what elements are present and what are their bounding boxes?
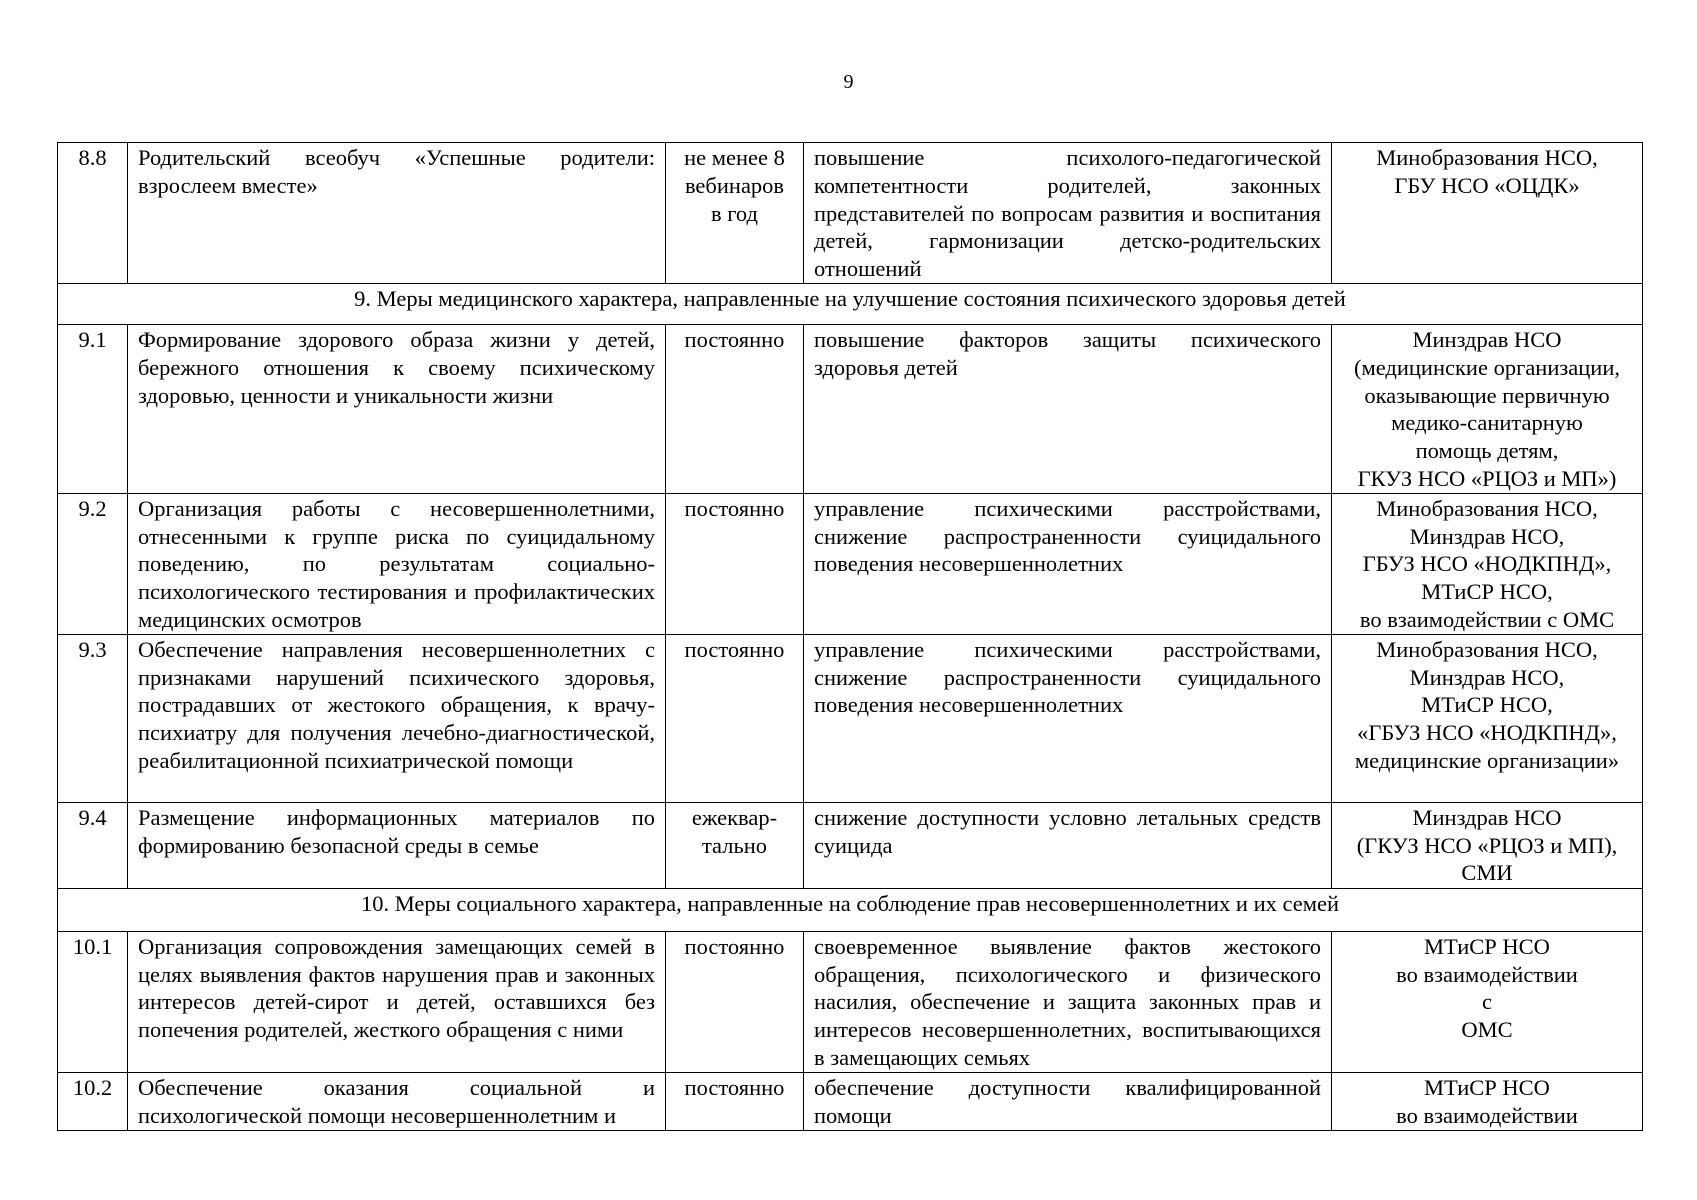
responsible-line: Минобразования НСО, (1376, 145, 1598, 170)
row-number: 8.8 (58, 143, 128, 284)
responsible-line: МТиСР НСО, (1421, 692, 1553, 718)
measure-name: Организация работы с несовершеннолетними, отнесенными к группе риска по суицидальному поведению, по результатам социально-психологического тестирования и профилактических медицинских осмотров (128, 493, 666, 634)
row-number: 10.1 (58, 931, 128, 1072)
responsible-line: Минздрав НСО (1412, 327, 1562, 352)
expected-result: снижение доступности условно летальных средств суицида (804, 802, 1332, 888)
term-line: постоянно (684, 495, 785, 521)
section-row (58, 284, 1643, 325)
measure-name: Организация сопровождения замещающих семей в целях выявления фактов нарушения прав и законных интересов детей-сирот и детей, оставшихся без попечения родителей, жесткого обращения с ними (128, 931, 666, 1072)
term-cell (666, 802, 804, 888)
responsible-line: Минздрав НСО, (1409, 523, 1565, 549)
row-number: 10.2 (58, 1072, 128, 1130)
measure-name: Обеспечение направления несовершеннолетних с признаками нарушений психического здоровья, пострадавших от жестокого обращения, к врачу-психиатру для получения лечебно-диагностической, реабилитационной психиатрической помощи (128, 634, 666, 802)
responsible-cell (1332, 802, 1643, 888)
row-number: 9.2 (58, 493, 128, 634)
responsible-line: Минобразования НСО, (1376, 495, 1598, 521)
measure-name: Обеспечение оказания социальной и психологической помощи несовершеннолетним и (128, 1072, 666, 1130)
table-row (58, 802, 1643, 888)
term-cell (666, 931, 804, 1072)
row-number: 9.4 (58, 802, 128, 888)
responsible-line: во взаимодействии (1396, 961, 1578, 987)
responsible-line: медико-санитарную (1391, 410, 1583, 436)
responsible-line: Минздрав НСО, (1409, 664, 1565, 690)
page-number: 9 (843, 71, 854, 93)
table-row (58, 634, 1643, 802)
responsible-line: Минздрав НСО (1412, 804, 1562, 830)
term-line: постоянно (684, 1074, 785, 1100)
table-row (58, 325, 1643, 494)
responsible-line: МТиСР НСО, (1421, 579, 1553, 605)
expected-result: управление психическими расстройствами, снижение распространенности суицидального поведения несовершеннолетних (804, 493, 1332, 634)
responsible-line: МТиСР НСО (1424, 1074, 1550, 1100)
responsible-line: СМИ (1461, 860, 1513, 886)
responsible-line: медицинские организации» (1354, 747, 1620, 773)
term-line: в год (711, 200, 758, 226)
responsible-cell (1332, 493, 1643, 634)
term-line: не менее 8 (684, 145, 785, 170)
term-line: постоянно (684, 933, 785, 959)
term-line: ежеквар- (691, 804, 778, 830)
responsible-line: с (1482, 989, 1492, 1015)
expected-result: обеспечение доступности квалифицированной помощи (804, 1072, 1332, 1130)
responsible-line: Минобразования НСО, (1376, 636, 1598, 662)
section-row (58, 888, 1643, 931)
responsible-line: МТиСР НСО (1424, 933, 1550, 959)
expected-result: повышение факторов защиты психического здоровья детей (804, 325, 1332, 494)
responsible-line: ГКУЗ НСО «РЦОЗ и МП») (1357, 465, 1617, 491)
responsible-line: помощь детям, (1415, 438, 1559, 464)
responsible-cell (1332, 143, 1643, 284)
responsible-line: во взаимодействии (1396, 1102, 1578, 1128)
responsible-cell (1332, 634, 1643, 802)
responsible-line: «ГБУЗ НСО «НОДКПНД», (1357, 720, 1617, 746)
responsible-line: ГБУ НСО «ОЦДК» (1394, 172, 1580, 198)
responsible-line: ГБУЗ НСО «НОДКПНД», (1362, 551, 1612, 577)
responsible-line: (медицинские организации, (1353, 354, 1621, 380)
term-cell (666, 634, 804, 802)
term-line: вебинаров (684, 172, 785, 198)
expected-result: повышение психолого-педагогической компетентности родителей, законных представителей по вопросам развития и воспитания детей, гармонизации детско-родительских отношений (804, 143, 1332, 284)
term-cell (666, 325, 804, 494)
term-line: постоянно (684, 327, 785, 352)
row-number: 9.1 (58, 325, 128, 494)
responsible-line: оказывающие первичную (1364, 382, 1610, 408)
term-cell (666, 1072, 804, 1130)
measure-name: Размещение информационных материалов по формированию безопасной среды в семье (128, 802, 666, 888)
section-heading: 10. Меры социального характера, направленные на соблюдение прав несовершеннолетних и их семей (58, 888, 1643, 931)
term-cell (666, 143, 804, 284)
responsible-line: ОМС (1461, 1017, 1513, 1043)
term-cell (666, 493, 804, 634)
expected-result: своевременное выявление фактов жестокого обращения, психологического и физического насилия, обеспечение и защита законных прав и интересов несовершеннолетних, воспитывающихся в замещающих семьях (804, 931, 1332, 1072)
responsible-cell (1332, 931, 1643, 1072)
term-line: тально (701, 832, 768, 858)
table-row (58, 143, 1643, 284)
responsible-cell (1332, 325, 1643, 494)
responsible-cell (1332, 1072, 1643, 1130)
measure-name: Родительский всеобуч «Успешные родители: взрослеем вместе» (128, 143, 666, 284)
expected-result: управление психическими расстройствами, снижение распространенности суицидального поведения несовершеннолетних (804, 634, 1332, 802)
responsible-line: (ГКУЗ НСО «РЦОЗ и МП), (1356, 832, 1618, 858)
term-line: постоянно (684, 636, 785, 662)
row-number: 9.3 (58, 634, 128, 802)
table-row (58, 931, 1643, 1072)
table-row (58, 1072, 1643, 1130)
measures-table (57, 142, 1643, 1131)
responsible-line: во взаимодействии с ОМС (1359, 606, 1615, 632)
table-row (58, 493, 1643, 634)
measure-name: Формирование здорового образа жизни у детей, бережного отношения к своему психическому здоровью, ценности и уникальности жизни (128, 325, 666, 494)
section-heading: 9. Меры медицинского характера, направленные на улучшение состояния психического здоровья детей (58, 284, 1643, 325)
